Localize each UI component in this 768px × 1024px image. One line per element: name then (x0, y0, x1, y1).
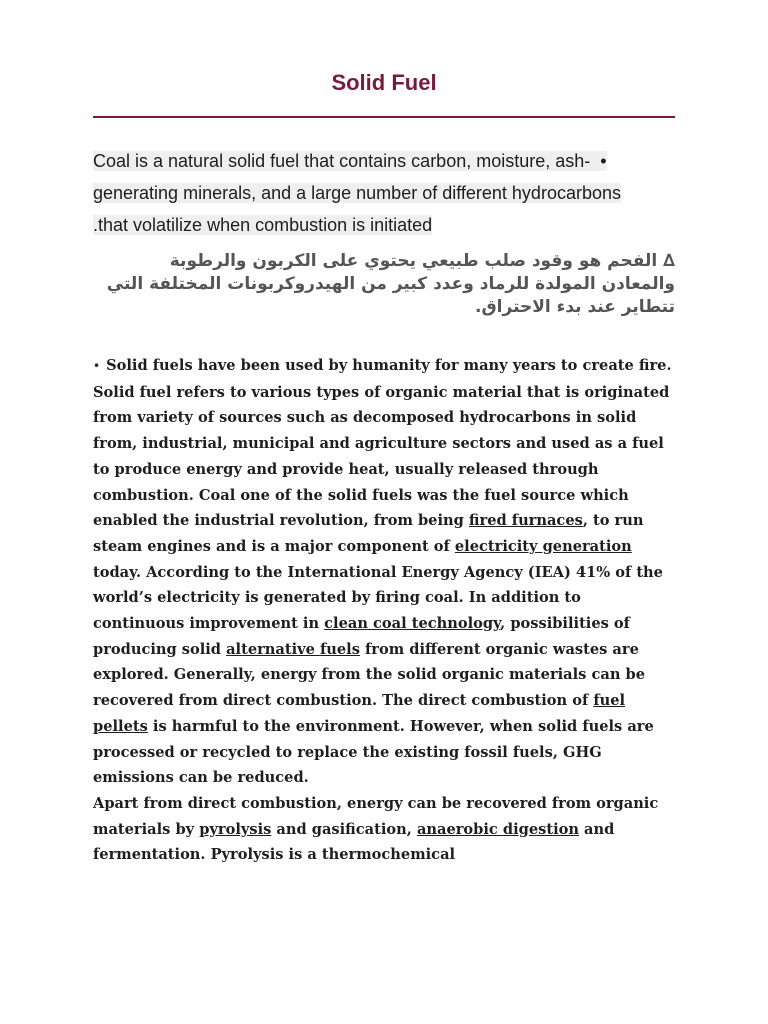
text-run: from different organic wastes are explored. Generally, energy from the solid organic materials can be recovered from direct combustion. The direct combustion of (93, 640, 646, 710)
paragraph-bullet: • (93, 359, 101, 373)
link-anaerobic-digestion[interactable]: anaerobic digestion (416, 820, 579, 838)
text-run: and fermentation. Pyrolysis is a thermochemical (93, 820, 615, 864)
arabic-text: الفحم هو وقود صلب طبيعي يحتوي على الكربون والرطوبة والمعادن المولدة للرماد وعدد كبير من الهيدروكربونات المختلفة التي تتطاير عند بدء الاحتراق. (106, 251, 675, 317)
text-run: Apart from direct combustion, energy can be recovered from organic materials by (93, 794, 659, 838)
title-divider (93, 116, 675, 118)
body-text (93, 353, 675, 868)
text-run: today. According to the International Energy Agency (IEA) 41% of the world’s electricity is generated by firing coal. In addition to continuous improvement in (93, 563, 663, 633)
link-clean-coal-technology[interactable]: clean coal technology (324, 615, 501, 633)
link-alternative-fuels[interactable]: alternative fuels (226, 640, 360, 658)
page-title: Solid Fuel (331, 70, 437, 95)
text-run: Solid fuels have been used by humanity for many years to create fire. Solid fuel refers to various types of organic material that is originated from variety of sources such as decomposed hydrocarbons in solid from, industrial, municipal and agriculture sectors and used as a fuel to produce energy and provide heat, usually released through combustion. Coal one of the solid fuels was the fuel source which enabled the industrial revolution, from being (93, 357, 672, 530)
text-run: is harmful to the environment. However, when solid fuels are processed or recycled to replace the existing fossil fuels, GHG emissions can be reduced. (93, 717, 654, 787)
link-fired-furnaces[interactable]: fired furnaces (468, 512, 583, 530)
arabic-translation (93, 250, 675, 319)
link-fuel-pellets[interactable]: fuel pellets (93, 692, 626, 735)
text-run: and gasification, (271, 820, 417, 838)
body-paragraph-1 (93, 353, 675, 791)
body-paragraph-2 (93, 791, 675, 868)
text-run: , possibilities of producing solid (93, 615, 630, 658)
link-pyrolysis[interactable]: pyrolysis (199, 820, 272, 838)
intro-bullet: • (600, 151, 607, 171)
link-electricity-generation[interactable]: electricity generation (454, 537, 632, 555)
text-run: , to run steam engines and is a major component of (93, 512, 644, 555)
intro-bullet-paragraph (93, 145, 653, 241)
intro-text: Coal is a natural solid fuel that contains carbon, moisture, ash-generating minerals, and a large number of different hydrocarbons that volatilize when combustion is initiated. (93, 151, 621, 235)
arabic-marker: ∆ (663, 251, 675, 271)
